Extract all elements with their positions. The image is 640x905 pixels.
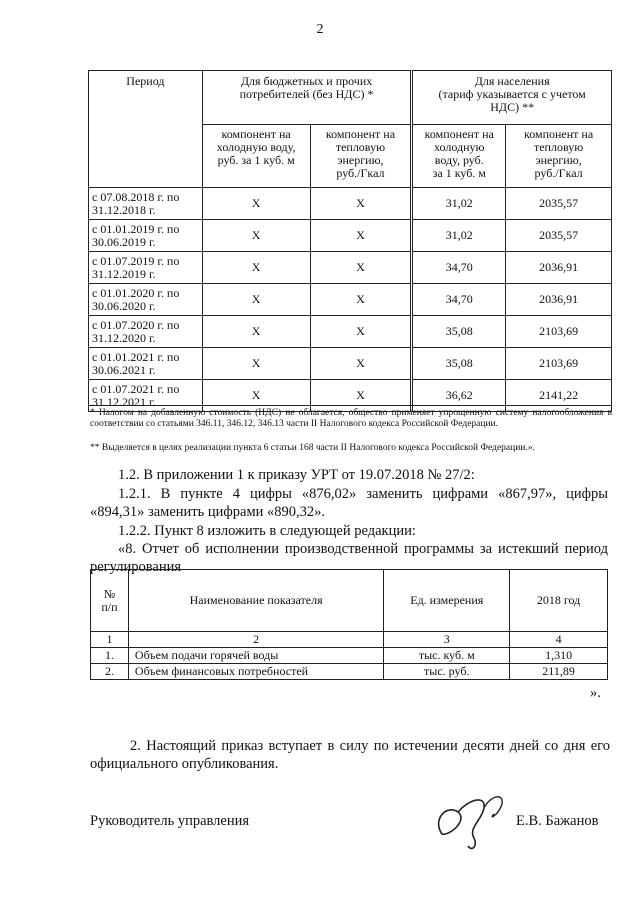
subheader-line: воду, руб. <box>434 153 484 167</box>
population-cold-water-cell: 31,02 <box>412 188 506 220</box>
population-heat-cell: 2035,57 <box>506 220 612 252</box>
report-row-number: 2. <box>91 664 129 680</box>
population-group-line: Для населения <box>474 74 550 88</box>
report-num-line: п/п <box>101 599 118 614</box>
handwritten-signature <box>428 790 520 852</box>
subheader-cold-water-budget <box>202 125 310 188</box>
budget-cold-water-cell: X <box>202 316 310 348</box>
subheader-line: энергию, <box>337 153 384 167</box>
report-name-header: Наименование показателя <box>128 570 383 632</box>
tariff-row <box>89 188 612 220</box>
period-to: 30.06.2019 г. <box>92 234 156 249</box>
population-heat-cell: 2036,91 <box>506 252 612 284</box>
period-cell <box>89 188 203 220</box>
subheader-cold-water-population <box>412 125 506 188</box>
budget-cold-water-cell: X <box>202 348 310 380</box>
subheader-line: тепловую <box>335 140 386 154</box>
population-heat-cell: 2036,91 <box>506 284 612 316</box>
population-heat-cell: 2103,69 <box>506 316 612 348</box>
period-from: с 01.01.2021 г. по <box>92 349 180 364</box>
population-heat-cell: 2035,57 <box>506 188 612 220</box>
budget-heat-cell: X <box>310 188 412 220</box>
report-index-cell: 2 <box>128 632 383 648</box>
subheader-heat-population <box>506 125 612 188</box>
budget-group-line: потребителей (без НДС) * <box>239 87 374 101</box>
report-row-value: 211,89 <box>510 664 608 680</box>
tariff-row <box>89 220 612 252</box>
period-from: с 01.01.2020 г. по <box>92 285 180 300</box>
population-group-line: НДС) ** <box>490 100 535 114</box>
period-cell <box>89 252 203 284</box>
budget-heat-cell: X <box>310 252 412 284</box>
paragraph-1-2-2: 1.2.2. Пункт 8 изложить в следующей редакции: <box>118 523 416 539</box>
period-cell <box>89 316 203 348</box>
population-cold-water-cell: 31,02 <box>412 220 506 252</box>
subheader-heat-budget <box>310 125 412 188</box>
report-index-row <box>91 632 608 648</box>
population-cold-water-cell: 35,08 <box>412 316 506 348</box>
footnote-vat-allocated: ** Выделяется в целях реализации пункта 6 статьи 168 части II Налогового кодекса Российской Федерации.». <box>90 443 535 453</box>
page-number: 2 <box>316 22 324 37</box>
period-from: с 01.07.2019 г. по <box>92 253 180 268</box>
budget-heat-cell: X <box>310 348 412 380</box>
budget-cold-water-cell: X <box>202 220 310 252</box>
report-unit-header: Ед. измерения <box>384 570 510 632</box>
population-group-header <box>412 71 612 125</box>
population-cold-water-cell: 36,62 <box>412 380 506 412</box>
report-row-value: 1,310 <box>510 648 608 664</box>
period-to: 30.06.2020 г. <box>92 298 156 313</box>
budget-cold-water-cell: X <box>202 252 310 284</box>
report-row-unit: тыс. руб. <box>384 664 510 680</box>
paragraph-8: «8. Отчет об исполнении производственной программы за истекший период регулирования <box>90 541 608 575</box>
report-table <box>90 569 608 680</box>
tariff-row <box>89 316 612 348</box>
population-heat-cell: 2141,22 <box>506 380 612 412</box>
paragraph-1-2-1: 1.2.1. В пункте 4 цифры «876,02» заменить цифрами «867,97», цифры «894,31» заменить цифрами «890,32». <box>90 486 608 520</box>
period-from: с 01.07.2021 г. по <box>92 381 180 396</box>
subheader-line: руб./Гкал <box>336 166 385 180</box>
period-cell <box>89 220 203 252</box>
period-header-label: Период <box>126 74 165 88</box>
tariff-row <box>89 284 612 316</box>
period-header <box>89 71 203 188</box>
budget-heat-cell: X <box>310 284 412 316</box>
subheader-line: компонент на <box>221 127 291 141</box>
subheader-line: тепловую <box>533 140 584 154</box>
report-num-header <box>91 570 129 632</box>
budget-heat-cell: X <box>310 380 412 412</box>
population-cold-water-cell: 34,70 <box>412 252 506 284</box>
period-to: 31.12.2021 г. <box>92 394 156 409</box>
subheader-line: холодную воду, <box>216 140 296 154</box>
report-closing-quote: ». <box>590 685 601 701</box>
period-to: 31.12.2018 г. <box>92 202 156 217</box>
budget-heat-cell: X <box>310 220 412 252</box>
footnote-vat-exempt: * Налогом на добавленную стоимость (НДС) не облагается, общество применяет упрощенную систему налогообложения в соответствии со статьями 346.11, 346.12, 346.13 части II Налогового кодекса Российской Федерации. <box>90 408 612 429</box>
report-row <box>91 648 608 664</box>
subheader-line: компонент на <box>325 127 396 141</box>
period-to: 30.06.2021 г. <box>92 362 156 377</box>
report-index-cell: 3 <box>384 632 510 648</box>
budget-cold-water-cell: X <box>202 380 310 412</box>
period-to: 31.12.2020 г. <box>92 330 156 345</box>
report-row-unit: тыс. куб. м <box>384 648 510 664</box>
subheader-line: руб./Гкал <box>534 166 583 180</box>
report-row-number: 1. <box>91 648 129 664</box>
budget-group-header <box>202 71 412 125</box>
report-num-line: № <box>103 586 116 601</box>
footnote-divider <box>88 405 612 406</box>
report-row-name: Объем подачи горячей воды <box>128 648 383 664</box>
report-year-header: 2018 год <box>510 570 608 632</box>
period-from: с 07.08.2018 г. по <box>92 189 180 204</box>
tariff-header-row <box>89 71 612 125</box>
period-cell <box>89 284 203 316</box>
subheader-line: холодную <box>434 140 485 154</box>
budget-group-line: Для бюджетных и прочих <box>240 74 373 88</box>
population-group-line: (тариф указывается с учетом <box>438 87 586 101</box>
population-cold-water-cell: 35,08 <box>412 348 506 380</box>
tariff-table <box>88 70 612 412</box>
period-cell <box>89 380 203 412</box>
subheader-line: энергию, <box>535 153 582 167</box>
budget-cold-water-cell: X <box>202 188 310 220</box>
paragraph-2-effective: 2. Настоящий приказ вступает в силу по истечении десяти дней со дня его официального опубликования. <box>90 738 610 772</box>
subheader-line: компонент на <box>524 127 594 141</box>
report-index-cell: 4 <box>510 632 608 648</box>
signatory-name: Е.В. Бажанов <box>516 813 599 829</box>
population-heat-cell: 2103,69 <box>506 348 612 380</box>
subheader-line: компонент на <box>424 127 494 141</box>
period-from: с 01.01.2019 г. по <box>92 221 180 236</box>
signatory-position: Руководитель управления <box>90 813 250 829</box>
subheader-line: руб. за 1 куб. м <box>217 153 295 167</box>
period-from: с 01.07.2020 г. по <box>92 317 180 332</box>
budget-cold-water-cell: X <box>202 284 310 316</box>
report-header-row <box>91 570 608 632</box>
period-to: 31.12.2019 г. <box>92 266 156 281</box>
paragraph-1-2: 1.2. В приложении 1 к приказу УРТ от 19.07.2018 № 27/2: <box>118 467 475 483</box>
report-index-cell: 1 <box>91 632 129 648</box>
population-cold-water-cell: 34,70 <box>412 284 506 316</box>
period-cell <box>89 348 203 380</box>
budget-heat-cell: X <box>310 316 412 348</box>
tariff-row <box>89 380 612 412</box>
tariff-row <box>89 348 612 380</box>
report-row-name: Объем финансовых потребностей <box>128 664 383 680</box>
report-row <box>91 664 608 680</box>
subheader-line: за 1 куб. м <box>432 166 486 180</box>
tariff-row <box>89 252 612 284</box>
